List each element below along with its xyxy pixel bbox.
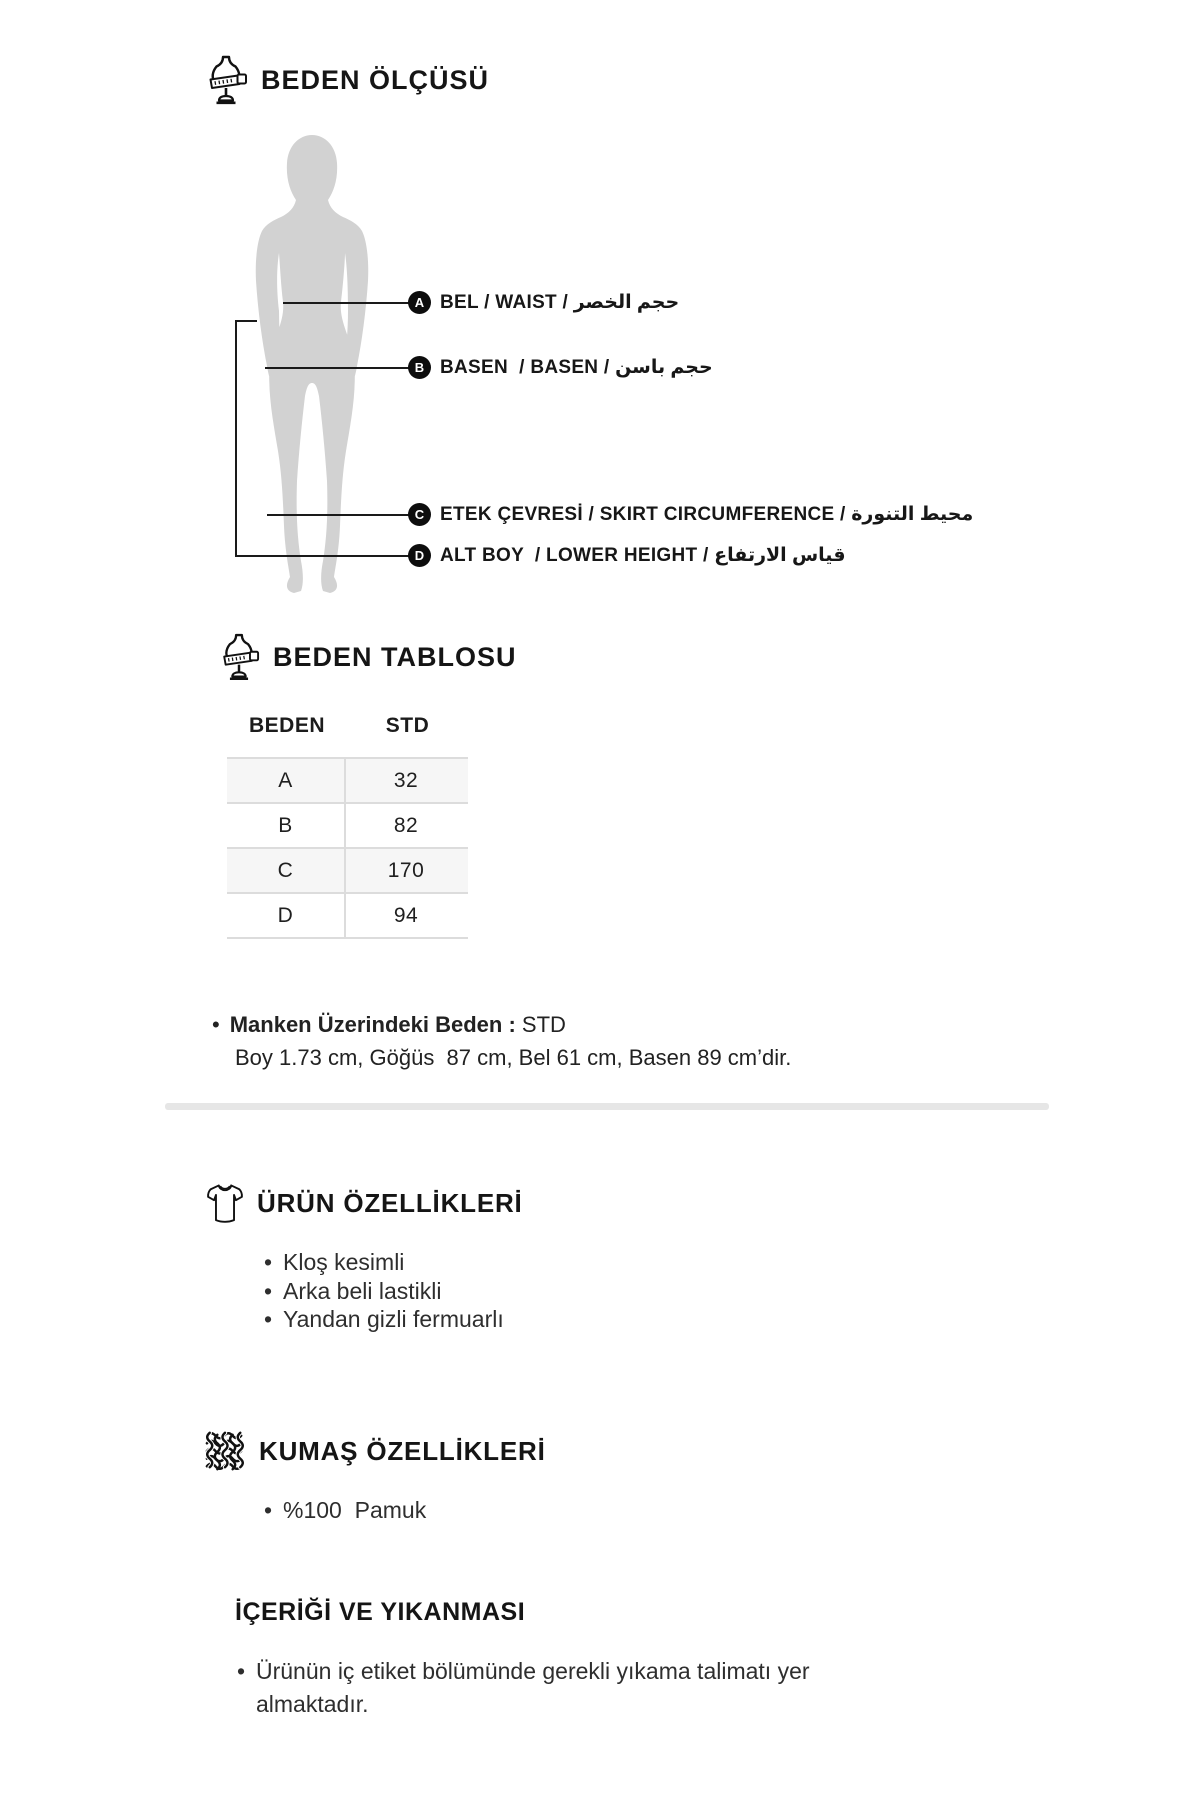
- measure-line-c: [267, 514, 410, 516]
- list-item: • Yandan gizli fermuarlı: [264, 1305, 504, 1334]
- size-guide-title: BEDEN ÖLÇÜSÜ: [261, 64, 490, 95]
- table-row: [227, 892, 468, 937]
- bracket-vertical-line: [235, 320, 237, 557]
- cell-value: 94: [393, 903, 419, 927]
- body-silhouette: [235, 121, 390, 599]
- cell-letter: B: [227, 804, 346, 847]
- badge-c: C: [408, 503, 431, 526]
- measure-label-waist: BEL / WAIST / حجم الخصر: [440, 292, 680, 313]
- badge-a: A: [408, 291, 431, 314]
- model-size-info: [212, 1008, 972, 1074]
- cell-letter: D: [227, 894, 346, 937]
- measure-label-lower-height: ALT BOY / LOWER HEIGHT / قياس الارتفاع: [440, 545, 846, 566]
- model-measurements: Boy 1.73 cm, Göğüs 87 cm, Bel 61 cm, Basen 89 cm’dir.: [235, 1045, 792, 1070]
- bullet-dot: •: [212, 1012, 220, 1037]
- mannequin-icon: [204, 54, 248, 106]
- list-item: • Arka beli lastikli: [264, 1277, 504, 1306]
- model-size-label: Manken Üzerindeki Beden: [229, 1012, 503, 1037]
- list-item: • Ürünün iç etiket bölümünde gerekli yıkama talimatı yer almaktadır.: [237, 1655, 897, 1721]
- badge-b: B: [408, 356, 431, 379]
- cell-value: 32: [393, 768, 419, 792]
- cell-value: 170: [387, 858, 425, 882]
- list-item: • Kloş kesimli: [264, 1248, 504, 1277]
- measure-label-skirt: ETEK ÇEVRESİ / SKIRT CIRCUMFERENCE / محيط التنورة: [440, 504, 974, 525]
- size-table: [227, 757, 468, 939]
- table-row: [227, 847, 468, 892]
- product-features-title: ÜRÜN ÖZELLİKLERİ: [257, 1187, 523, 1218]
- measure-line-d: [237, 555, 410, 557]
- bracket-top-line: [236, 320, 257, 322]
- care-heading: İÇERİĞİ VE YIKANMASI: [235, 1598, 526, 1626]
- model-size-line: • Manken Üzerindeki Beden : STD: [212, 1008, 972, 1041]
- table-row: [227, 802, 468, 847]
- size-table-title: BEDEN TABLOSU: [273, 641, 517, 672]
- cell-letter: C: [227, 849, 346, 892]
- column-header-beden: BEDEN: [248, 714, 325, 737]
- size-table-header: [227, 714, 468, 738]
- tshirt-icon: [206, 1183, 244, 1223]
- badge-d: D: [408, 544, 431, 567]
- size-table-heading: [218, 632, 517, 682]
- cell-value: 82: [393, 813, 419, 837]
- table-row: [227, 757, 468, 802]
- measure-line-a: [283, 302, 410, 304]
- mannequin-icon: [218, 632, 260, 682]
- measure-label-basen: BASEN / BASEN / حجم باسن: [440, 357, 713, 378]
- size-guide-heading: [204, 54, 489, 106]
- section-divider: [165, 1103, 1049, 1110]
- product-features-list: [264, 1248, 504, 1334]
- fabric-weave-icon: [204, 1430, 246, 1472]
- model-size-value: STD: [521, 1012, 566, 1037]
- column-header-std: STD: [385, 714, 430, 737]
- fabric-features-heading: [204, 1430, 546, 1472]
- fabric-features-title: KUMAŞ ÖZELLİKLERİ: [259, 1435, 546, 1466]
- measure-line-b: [265, 367, 410, 369]
- care-list: [237, 1655, 897, 1721]
- cell-letter: A: [227, 759, 346, 802]
- fabric-features-list: [264, 1496, 426, 1525]
- list-item: • %100 Pamuk: [264, 1496, 426, 1525]
- product-features-heading: [206, 1183, 523, 1223]
